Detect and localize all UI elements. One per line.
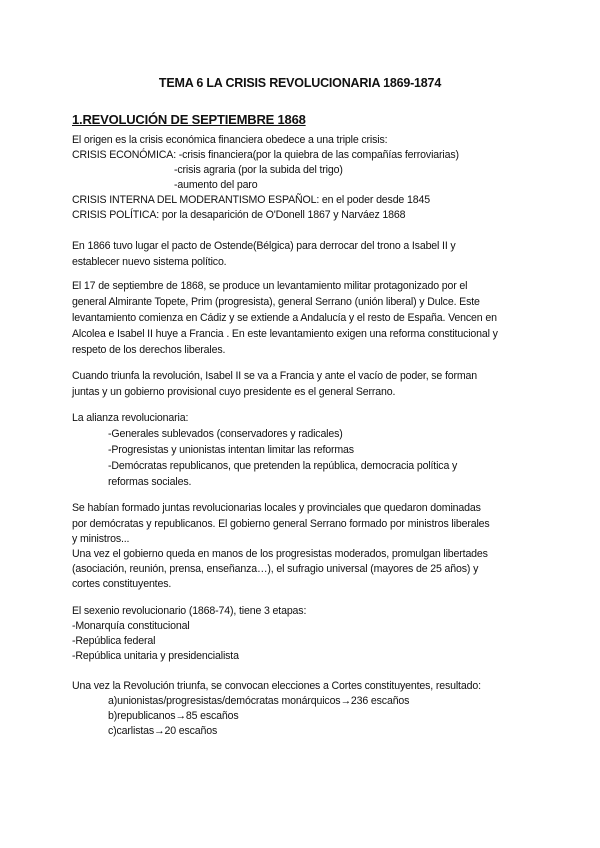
- paragraph-line: Una vez el gobierno queda en manos de los progresistas moderados, promulgan libertades: [72, 548, 488, 560]
- paragraph-line: respeto de los derechos liberales.: [72, 344, 226, 356]
- paragraph-line: Cuando triunfa la revolución, Isabel II se va a Francia y ante el vacío de poder, se forman: [72, 370, 478, 382]
- paragraph-line: cortes constituyentes.: [72, 578, 172, 590]
- paragraph-line: En 1866 tuvo lugar el pacto de Ostende(Bélgica) para derrocar del trono a Isabel II y: [72, 240, 456, 252]
- list-item: -Demócratas republicanos, que pretenden la república, democracia política y: [108, 460, 458, 472]
- list-item: a)unionistas/progresistas/demócratas monárquicos→236 escaños: [108, 695, 410, 707]
- alianza-heading: La alianza revolucionaria:: [72, 412, 189, 424]
- paragraph-line: Alcolea e Isabel II huye a Francia . En este levantamiento exigen una reforma constitucional y: [72, 328, 498, 340]
- paragraph-line: Se habían formado juntas revolucionarias locales y provinciales que quedaron dominadas: [72, 502, 481, 514]
- intro-line: -crisis agraria (por la subida del trigo): [174, 164, 343, 176]
- list-item: -Monarquía constitucional: [72, 620, 190, 632]
- intro-line: El origen es la crisis económica financiera obedece a una triple crisis:: [72, 134, 388, 146]
- page-title: TEMA 6 LA CRISIS REVOLUCIONARIA 1869-1874: [158, 76, 442, 90]
- intro-line: CRISIS INTERNA DEL MODERANTISMO ESPAÑOL: en el poder desde 1845: [72, 194, 430, 206]
- sexenio-heading: El sexenio revolucionario (1868-74), tiene 3 etapas:: [72, 605, 307, 617]
- elecciones-heading: Una vez la Revolución triunfa, se convocan elecciones a Cortes constituyentes, resultado:: [72, 680, 481, 692]
- paragraph-line: y ministros...: [72, 533, 130, 545]
- intro-line: CRISIS ECONÓMICA: -crisis financiera(por la quiebra de las compañías ferroviarias): [72, 149, 459, 161]
- list-item: -República federal: [72, 635, 156, 647]
- list-item: -Progresistas y unionistas intentan limitar las reformas: [108, 444, 354, 456]
- paragraph-line: general Almirante Topete, Prim (progresista), general Serrano (unión liberal) y Dulce. Este: [72, 296, 480, 308]
- paragraph-line: levantamiento comienza en Cádiz y se extiende a Andalucía y el resto de España. Vencen en: [72, 312, 497, 324]
- list-item: -República unitaria y presidencialista: [72, 650, 239, 662]
- section-heading: 1.REVOLUCIÓN DE SEPTIEMBRE 1868: [72, 112, 306, 127]
- paragraph-line: establecer nuevo sistema político.: [72, 256, 227, 268]
- intro-line: CRISIS POLÍTICA: por la desaparición de O'Donell 1867 y Narváez 1868: [72, 209, 406, 221]
- list-item: b)republicanos→85 escaños: [108, 710, 239, 722]
- paragraph-line: El 17 de septiembre de 1868, se produce un levantamiento militar protagonizado por el: [72, 280, 468, 292]
- list-item: reformas sociales.: [108, 476, 192, 488]
- paragraph-line: por demócratas y republicanos. El gobierno general Serrano formado por ministros liberales: [72, 518, 490, 530]
- paragraph-line: (asociación, reunión, prensa, enseñanza…), el sufragio universal (mayores de 25 años) y: [72, 563, 479, 575]
- list-item: -Generales sublevados (conservadores y radicales): [108, 428, 343, 440]
- intro-line: -aumento del paro: [174, 179, 258, 191]
- paragraph-line: juntas y un gobierno provisional cuyo presidente es el general Serrano.: [72, 386, 396, 398]
- list-item: c)carlistas→20 escaños: [108, 725, 218, 737]
